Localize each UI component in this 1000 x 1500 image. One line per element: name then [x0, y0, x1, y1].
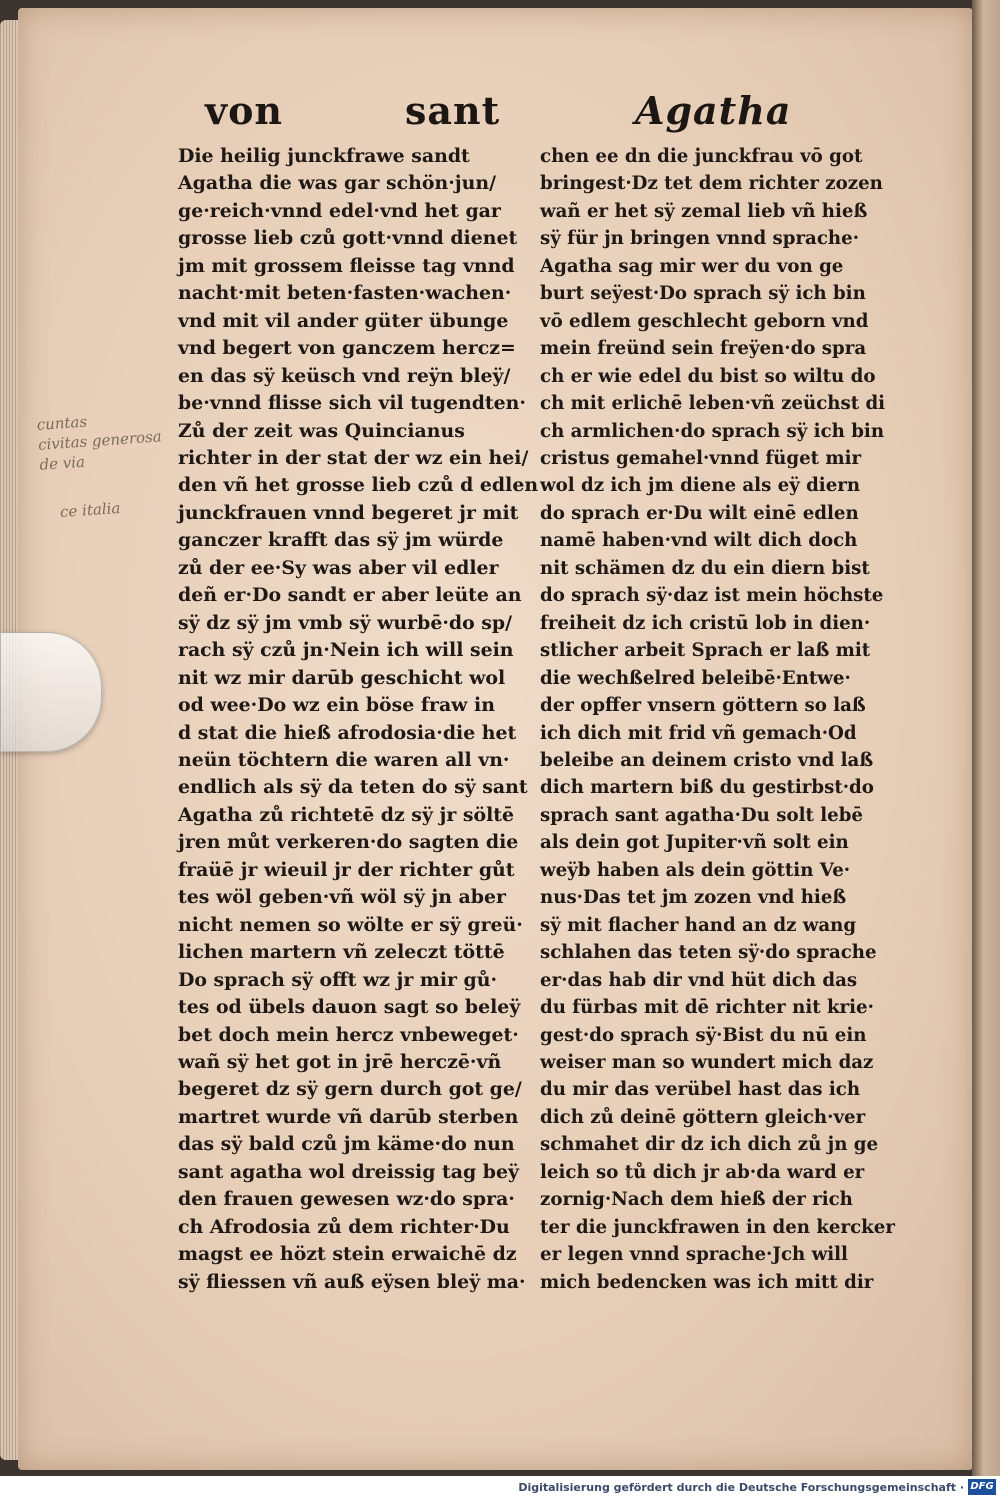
- dfg-logo-icon: DFG: [968, 1479, 996, 1495]
- text-line: chen ee dn die junckfrau vō got: [540, 145, 863, 167]
- text-line: be·vnnd flisse sich vil tugendten·: [178, 392, 526, 415]
- text-line: magst ee hözt stein erwaichē dz: [178, 1243, 517, 1266]
- text-line: Agatha zů richtetē dz sÿ jr söltē: [178, 803, 515, 826]
- text-line: das sÿ bald czů jm käme·do nun: [178, 1133, 515, 1156]
- text-line: zornig·Nach dem hieß der rich: [540, 1188, 853, 1211]
- text-line: tes od übels dauon sagt so beleÿ: [178, 996, 521, 1019]
- running-head-left: von: [205, 88, 284, 133]
- footer-bar: [0, 1476, 1000, 1500]
- text-line: ter die junckfrawen in den kercker: [540, 1215, 895, 1238]
- text-line: rach sÿ czů jn·Nein ich will sein: [178, 639, 514, 662]
- text-line: ch Afrodosia zů dem richter·Du: [178, 1215, 510, 1238]
- text-line: Die heilig junckfrawe sandt: [178, 145, 470, 167]
- text-line: ganczer krafft das sÿ jm würde: [178, 529, 504, 552]
- text-line: jren můt verkeren·do sagten die: [178, 831, 519, 854]
- text-line: bringest·Dz tet dem richter zozen: [540, 172, 883, 195]
- text-line: martret wurde vñ darūb sterben: [178, 1105, 519, 1128]
- text-line: bet doch mein hercz vnbeweget·: [178, 1023, 519, 1046]
- footer-credit: Digitalisierung gefördert durch die Deutsche Forschungsgemeinschaft ·: [518, 1481, 964, 1494]
- text-line: sÿ mit flacher hand an dz wang: [540, 913, 857, 936]
- text-line: mein freünd sein freÿen·do spra: [540, 337, 867, 360]
- text-line: du mir das verübel hast das ich: [540, 1078, 861, 1101]
- text-line: mich bedencken was ich mitt dir: [540, 1270, 874, 1293]
- text-line: endlich als sÿ da teten do sÿ sant: [178, 776, 528, 799]
- text-line: schmahet dir dz ich dich zů jn ge: [540, 1133, 879, 1156]
- text-line: begeret dz sÿ gern durch got ge/: [178, 1078, 522, 1101]
- running-head: [150, 88, 850, 138]
- text-line: ch mit erlichē leben·vñ zeüchst di: [540, 392, 886, 415]
- text-line: deñ er·Do sandt er aber leüte an: [178, 584, 522, 607]
- page-clip: [0, 632, 102, 752]
- text-line: do sprach sÿ·daz ist mein höchste: [540, 584, 884, 607]
- text-line: freiheit dz ich cristū lob in dien·: [540, 611, 871, 634]
- text-line: vnd mit vil ander güter übunge: [178, 309, 509, 332]
- text-line: dich zů deinē göttern gleich·ver: [540, 1105, 866, 1128]
- text-line: wol dz ich jm diene als eÿ diern: [540, 474, 861, 497]
- text-line: sprach sant agatha·Du solt lebē: [540, 803, 864, 826]
- text-line: ch armlichen·do sprach sÿ ich bin: [540, 419, 885, 442]
- text-line: cristus gemahel·vnnd füget mir: [540, 446, 862, 469]
- text-line: leich so tů dich jr ab·da ward er: [540, 1160, 865, 1183]
- text-line: wañ sÿ het got in jrē herczē·vñ: [178, 1050, 502, 1073]
- text-line: sÿ für jn bringen vnnd sprache·: [540, 227, 860, 250]
- text-line: als dein got Jupiter·vñ solt ein: [540, 831, 849, 854]
- right-text-column: [540, 143, 911, 1296]
- left-text-column: [178, 143, 540, 1296]
- text-line: gest·do sprach sÿ·Bist du nū ein: [540, 1023, 867, 1046]
- text-line: sÿ fliessen vñ auß eÿsen bleÿ ma·: [178, 1270, 526, 1293]
- text-line: lichen martern vñ zeleczt töttē: [178, 941, 505, 964]
- text-line: nit wz mir darūb geschicht wol: [178, 666, 506, 689]
- text-line: junckfrauen vnnd begeret jr mit: [178, 501, 519, 524]
- margin-note: ce italia: [59, 498, 121, 522]
- text-line: burt seÿest·Do sprach sÿ ich bin: [540, 282, 866, 305]
- text-line: nacht·mit beten·fasten·wachen·: [178, 282, 512, 305]
- text-line: jm mit grossem fleisse tag vnnd: [178, 254, 515, 277]
- text-line: sÿ dz sÿ jm vmb sÿ wurbē·do sp/: [178, 611, 513, 634]
- text-line: Do sprach sÿ offt wz jr mir gů·: [178, 968, 498, 991]
- text-line: neün töchtern die waren all vn·: [178, 748, 510, 771]
- text-line: wañ er het sÿ zemal lieb vñ hieß: [540, 199, 868, 222]
- margin-note: cuntas civitas generosa de via: [36, 412, 163, 474]
- text-line: ch er wie edel du bist so wiltu do: [540, 364, 876, 387]
- text-line: stlicher arbeit Sprach er laß mit: [540, 639, 871, 662]
- text-line: vō edlem geschlecht geborn vnd: [540, 309, 869, 332]
- text-line: schlahen das teten sÿ·do sprache: [540, 941, 877, 964]
- text-line: zů der ee·Sy was aber vil edler: [178, 556, 499, 579]
- running-head-right: Agatha: [635, 88, 792, 133]
- text-line: er·das hab dir vnd hüt dich das: [540, 968, 858, 991]
- text-line: dich martern biß du gestirbst·do: [540, 776, 874, 799]
- facing-page-edge: [972, 0, 1000, 1476]
- text-line: du fürbas mit dē richter nit krie·: [540, 996, 874, 1019]
- text-line: Zů der zeit was Quincianus: [178, 419, 465, 442]
- text-line: vnd begert von ganczem hercz=: [178, 337, 516, 360]
- text-line: namē haben·vnd wilt dich doch: [540, 529, 858, 552]
- text-line: weiser man so wundert mich daz: [540, 1050, 874, 1073]
- running-head-center: sant: [405, 88, 501, 133]
- text-line: ich dich mit frid vñ gemach·Od: [540, 721, 857, 744]
- text-line: tes wöl geben·vñ wöl sÿ jn aber: [178, 886, 506, 909]
- text-line: weÿb haben als dein göttin Ve·: [540, 858, 851, 881]
- text-line: nicht nemen so wölte er sÿ greü·: [178, 913, 523, 936]
- text-line: ge·reich·vnnd edel·vnd het gar: [178, 199, 501, 222]
- text-line: die wechßelred beleibē·Entwe·: [540, 666, 851, 689]
- text-line: den frauen gewesen wz·do spra·: [178, 1188, 515, 1211]
- text-line: er legen vnnd sprache·Jch will: [540, 1243, 848, 1266]
- text-line: nus·Das tet jm zozen vnd hieß: [540, 886, 847, 909]
- text-line: nit schämen dz du ein diern bist: [540, 556, 870, 579]
- text-line: den vñ het grosse lieb czů d edlen: [178, 474, 539, 497]
- text-line: do sprach er·Du wilt einē edlen: [540, 501, 859, 524]
- text-line: d stat die hieß afrodosia·die het: [178, 721, 517, 744]
- text-line: Agatha die was gar schön·jun/: [178, 172, 496, 195]
- text-line: richter in der stat der wz ein hei/: [178, 446, 529, 469]
- text-line: fraüē jr wieuil jr der richter gůt: [178, 858, 515, 881]
- text-line: en das sÿ keüsch vnd reÿn bleÿ/: [178, 364, 511, 387]
- text-line: sant agatha wol dreissig tag beÿ: [178, 1160, 519, 1183]
- text-line: der opffer vnsern göttern so laß: [540, 694, 866, 717]
- text-line: od wee·Do wz ein böse fraw in: [178, 694, 495, 717]
- text-line: grosse lieb czů gott·vnnd dienet: [178, 227, 518, 250]
- text-line: beleibe an deinem cristo vnd laß: [540, 748, 874, 771]
- text-line: Agatha sag mir wer du von ge: [540, 254, 844, 277]
